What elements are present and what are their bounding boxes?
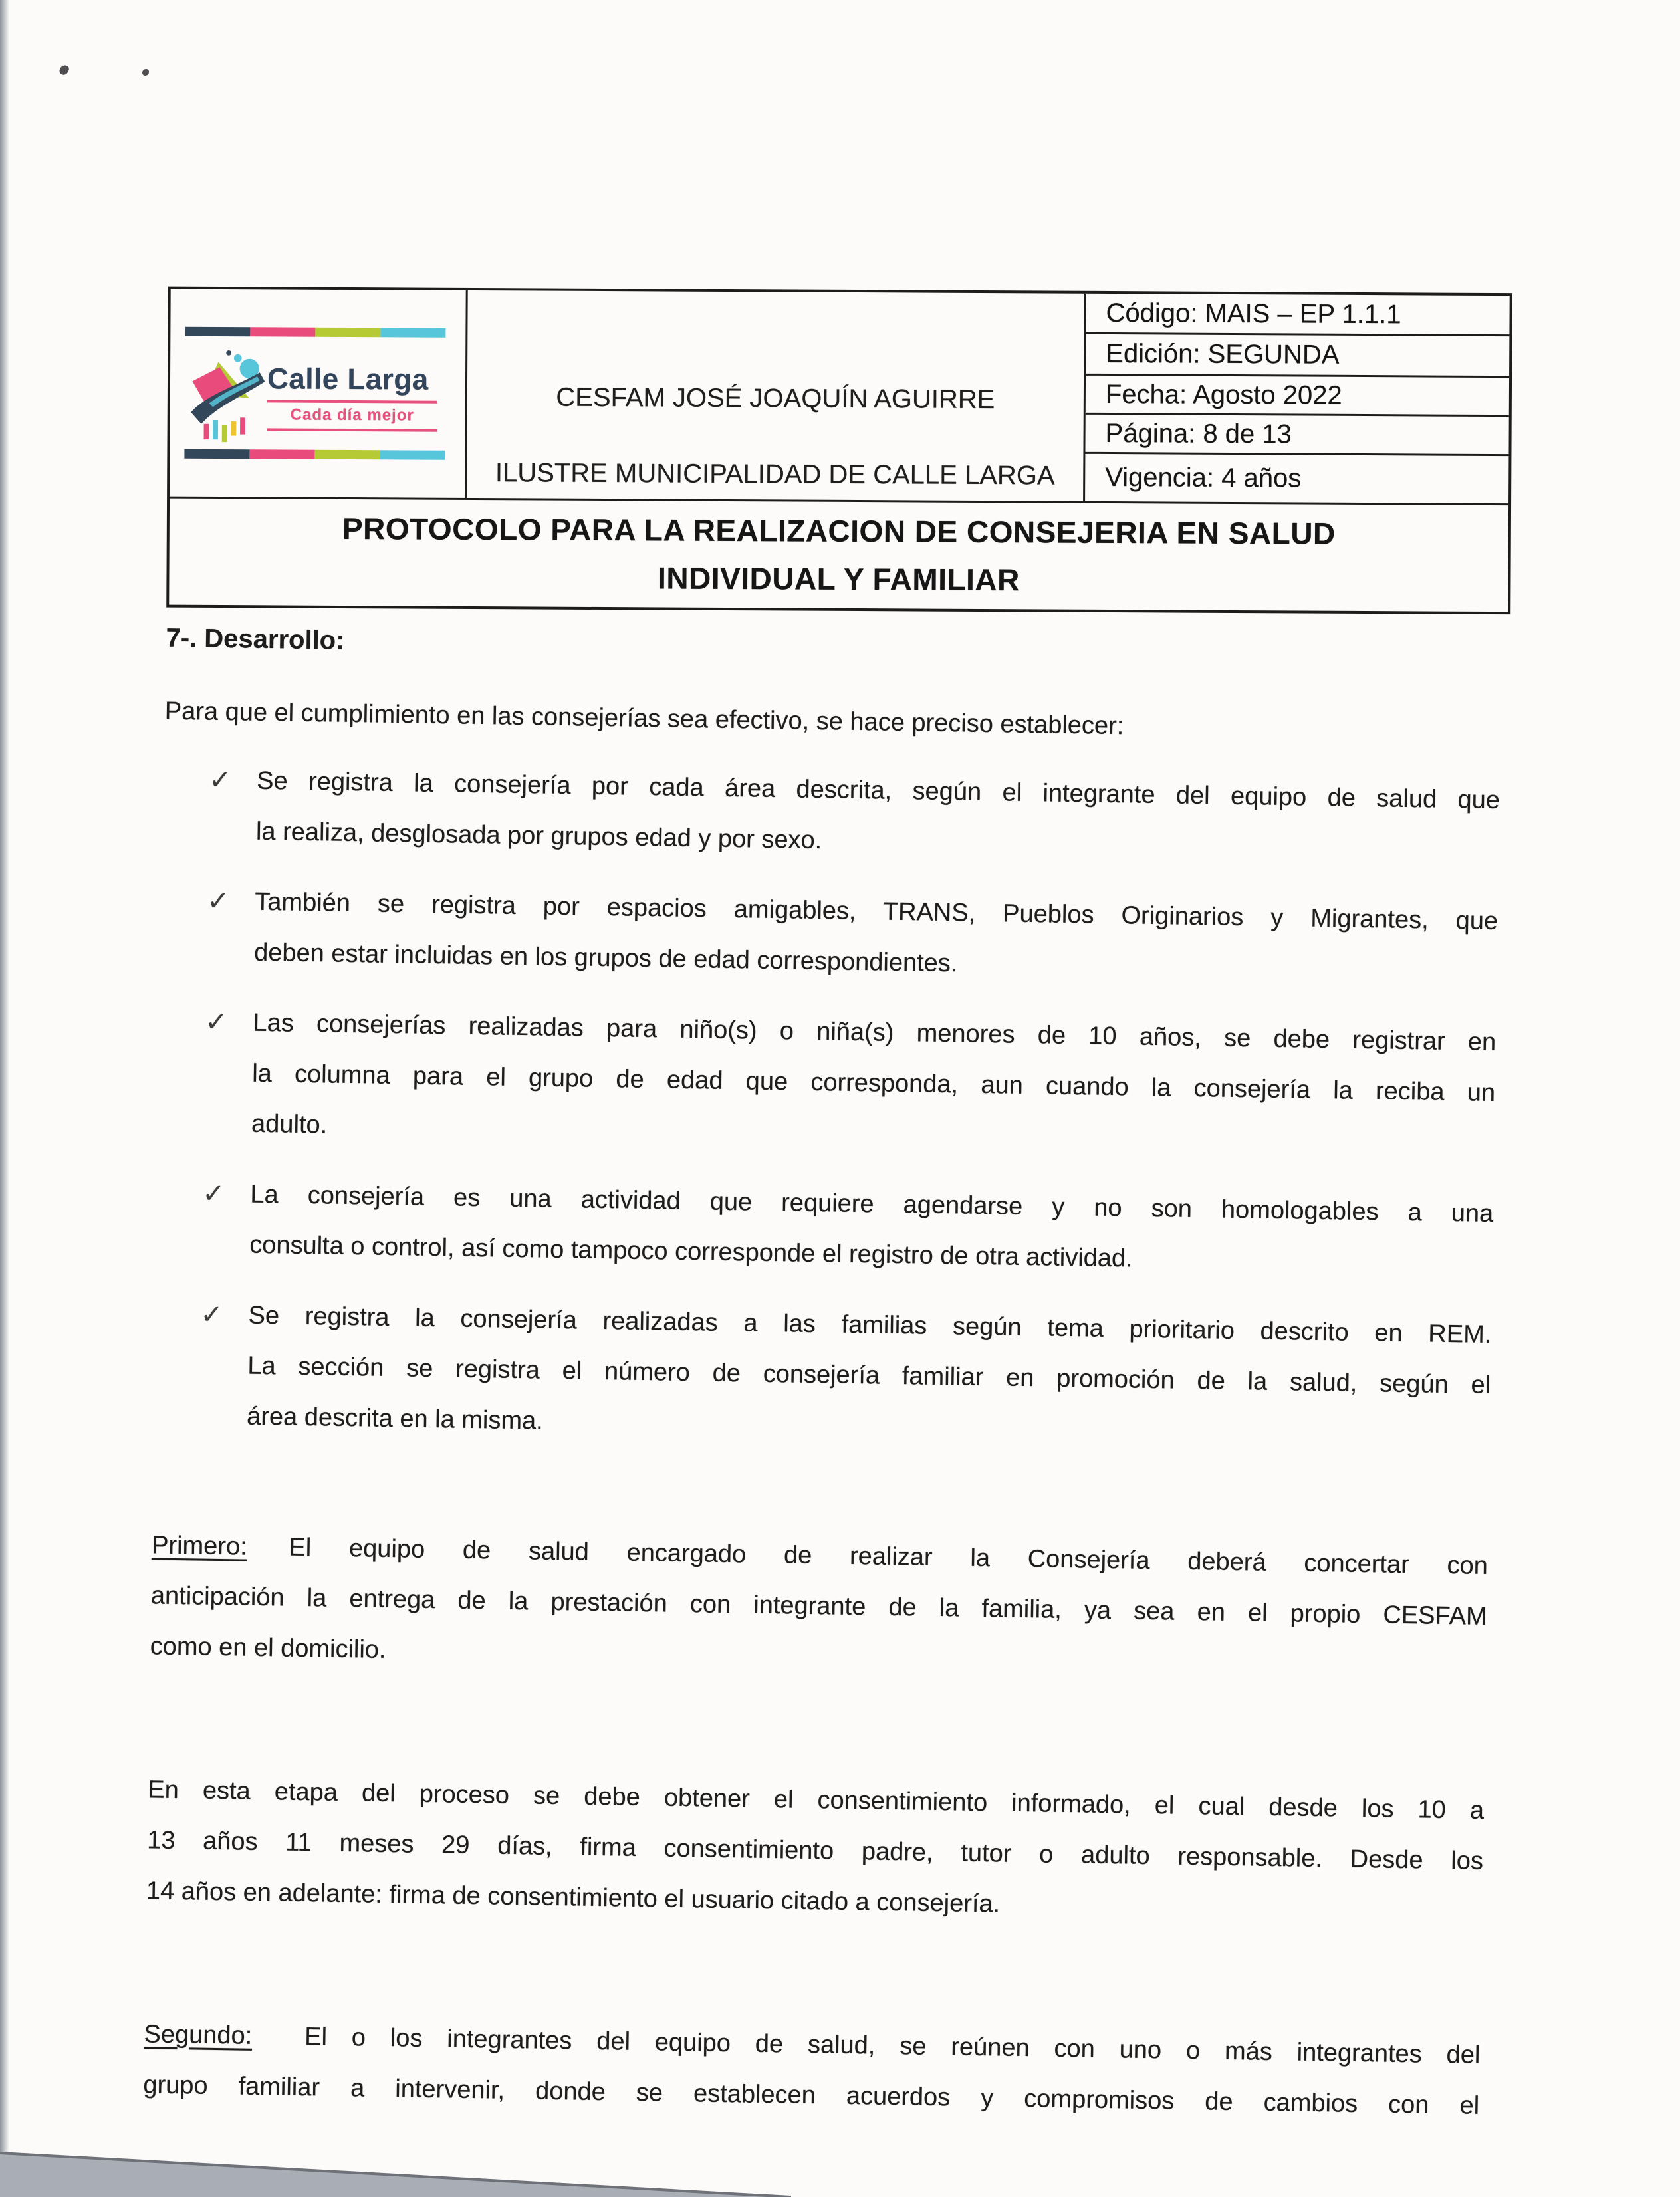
section-heading: 7-. Desarrollo: (166, 623, 345, 655)
body-line: adulto. (251, 1109, 328, 1139)
paragraph-lead: Primero: (151, 1531, 248, 1561)
calle-larga-logo-icon (189, 348, 267, 445)
logo-cell (170, 289, 468, 498)
logo-color-bar-top (185, 327, 445, 338)
body-line: Se registra la consejería realizadas a las familias según tema prioritario descrito en REM. (248, 1301, 1492, 1349)
check-icon: ✓ (207, 886, 230, 917)
meta-codigo: Código: MAIS – EP 1.1.1 (1086, 294, 1509, 336)
document-title (169, 497, 1508, 612)
paragraph-list (143, 1520, 1489, 2131)
body-line: La consejería es una actividad que requiere agendarse y no son homologables a una (250, 1180, 1494, 1228)
org-municipality-line: ILUSTRE MUNICIPALIDAD DE CALLE LARGA (495, 458, 1055, 491)
body-line: 13 años 11 meses 29 días, firma consentimiento padre, tutor o adulto responsable. Desde los (146, 1826, 1484, 1875)
organization-cell (467, 290, 1086, 501)
logo-bar-segment (250, 327, 315, 337)
body-line: La sección se registra el número de consejería familiar en promoción de la salud, según el (247, 1351, 1491, 1400)
body-line: grupo familiar a intervenir, donde se establecen acuerdos y compromisos de cambios con el (143, 2071, 1480, 2120)
body-paragraph (143, 2009, 1481, 2131)
body-line: consulta o control, así como tampoco corresponde el registro de otra actividad. (249, 1230, 1134, 1273)
logo-tagline-block (267, 400, 437, 431)
body-line: anticipación la entrega de la prestación con integrante de la familia, ya sea en el propio CESFAM (150, 1581, 1488, 1631)
document-body (142, 613, 1502, 2151)
body-line: También se registra por espacios amigables, TRANS, Pueblos Originarios y Migrantes, que (255, 887, 1499, 936)
body-line: la columna para el grupo de edad que corresponda, aun cuando la consejería la reciba un (251, 1059, 1496, 1107)
logo-bar-segment (315, 328, 380, 338)
logo-tagline: Cada día mejor (290, 405, 414, 425)
body-line: Segundo: El o los integrantes del equipo de salud, se reúnen con uno o más integrantes del (144, 2020, 1481, 2069)
body-line: Se registra la consejería por cada área descrita, según el integrante del equipo de salud que (256, 766, 1500, 815)
logo-bar-segment (314, 450, 380, 460)
body-line: deben estar incluidas en los grupos de edad correspondientes. (253, 938, 958, 978)
scanner-bottom-edge (0, 2150, 791, 2197)
body-line: área descrita en la misma. (246, 1402, 544, 1435)
bullet-item (158, 996, 1497, 1169)
org-name-line: CESFAM JOSÉ JOAQUÍN AGUIRRE (556, 382, 995, 415)
body-line: En esta etapa del proceso se debe obtener el consentimiento informado, el cual desde los 10 a (148, 1776, 1485, 1825)
logo-color-bar-bottom (184, 449, 445, 460)
check-icon: ✓ (200, 1300, 223, 1330)
body-line: la realiza, desglosada por grupos edad y por sexo. (255, 817, 822, 855)
bullet-list (154, 754, 1500, 1461)
logo-bar-segment (380, 328, 445, 338)
body-line: Las consejerías realizadas para niño(s) o niña(s) menores de 10 años, se debe registrar en (253, 1008, 1497, 1057)
body-line: como en el domicilio. (150, 1632, 386, 1664)
bullet-item (162, 754, 1500, 877)
intro-line: Para que el cumplimiento en las consejerías sea efectivo, se hace preciso establecer: (164, 697, 1124, 741)
tagline-rule-bottom (267, 428, 437, 431)
meta-pagina: Página: 8 de 13 (1085, 415, 1508, 456)
body-paragraph (150, 1520, 1488, 1692)
document-title-line1: PROTOCOLO PARA LA REALIZACION DE CONSEJERIA EN SALUD (342, 511, 1336, 551)
meta-vigencia: Vigencia: 4 años (1105, 462, 1302, 493)
scanner-left-edge (0, 0, 9, 2197)
paragraph-lead: Segundo: (144, 2020, 253, 2050)
logo-wordmark: Calle Larga (267, 362, 429, 396)
header-table (166, 287, 1512, 615)
bullet-item (154, 1288, 1492, 1461)
logo-bar-segment (185, 327, 250, 337)
meta-edicion: Edición: SEGUNDA (1086, 334, 1509, 378)
logo-bar-segment (249, 449, 314, 459)
check-icon: ✓ (202, 1179, 225, 1209)
body-line: Primero: El equipo de salud encargado de realizar la Consejería deberá concertar con (151, 1531, 1489, 1580)
document-meta-column (1085, 294, 1510, 503)
body-line: 14 años en adelante: firma de consentimiento el usuario citado a consejería. (146, 1877, 1001, 1918)
body-paragraph (146, 1764, 1484, 1937)
logo-bar-segment (184, 449, 249, 459)
check-icon: ✓ (208, 765, 232, 796)
bullet-item (156, 1167, 1494, 1290)
check-icon: ✓ (205, 1007, 228, 1038)
bullet-item (161, 875, 1499, 998)
logo-bar-segment (380, 450, 445, 460)
meta-fecha: Fecha: Agosto 2022 (1086, 376, 1509, 417)
document-title-line2: INDIVIDUAL Y FAMILIAR (657, 560, 1020, 598)
